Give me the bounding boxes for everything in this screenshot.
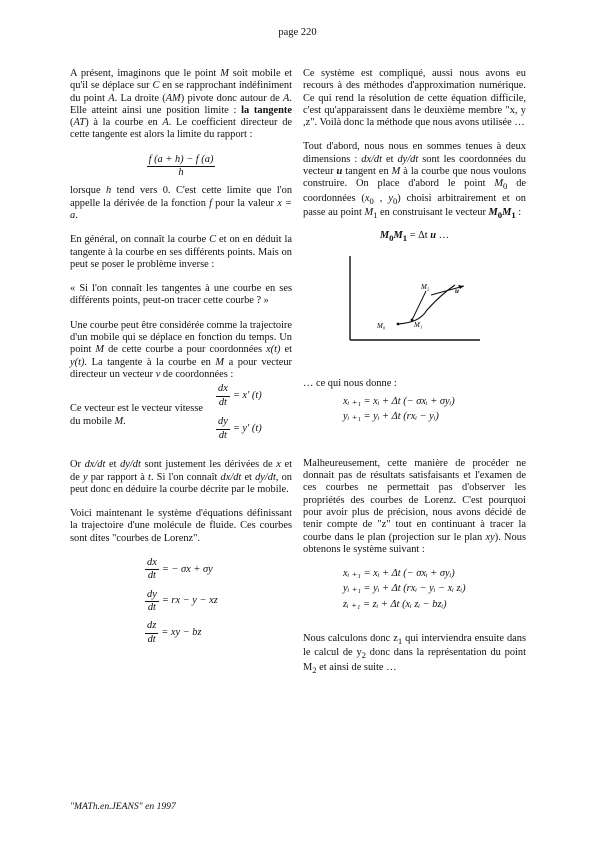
system-2d-x: xᵢ ₊₁ = xᵢ + Δt (− σxᵢ + σyᵢ) bbox=[343, 396, 455, 408]
paragraph-gives: … ce qui nous donne : bbox=[303, 377, 397, 389]
system-3d-z: zᵢ ₊₁ = zᵢ + Δt (xᵢ zᵢ − bzᵢ) bbox=[343, 598, 447, 610]
page-number: page 220 bbox=[278, 27, 317, 38]
lorenz-equation-y: $\frac{dy}{dt}$ = rx − y − xz bbox=[147, 588, 218, 613]
right-column bbox=[303, 68, 526, 688]
page-footer: "MATh.en.JEANS" en 1997 bbox=[70, 801, 176, 812]
dydt-equation: $\frac{dy}{dt}$ = y' (t) bbox=[218, 416, 262, 441]
figure-label-u: u bbox=[455, 286, 459, 295]
figure-label-m0: M₀ bbox=[377, 321, 386, 330]
fraction-numerator: f (a + h) − f (a) bbox=[147, 154, 216, 167]
paragraph-inverse-problem: En général, on connaît la courbe C et on en déduit la tangente à la courbe en ses différents points. Mais on peut se poser le problème inverse : bbox=[70, 234, 293, 270]
paragraph-lorenz-intro: Voici maintenant le système d'équations définissant la trajectoire d'une molécule de fluide. Ces courbes sont dites "courbes de Lorenz". bbox=[70, 508, 292, 544]
dxdt-equation: $\frac{dx}{dt}$ = x' (t) bbox=[218, 383, 262, 408]
paragraph-tangent-limit: A présent, imaginons que le point M soit mobile et qu'il se déplace sur C en se rapprochant indéfiniment du point A. La droite (AM) pivote donc autour de A. Elle atteint ainsi une position limite : la tangente (AT) à la courbe en A. Le coefficient directeur de cette tangente est alors la limite du rapport : bbox=[70, 68, 293, 141]
paragraph-construction: Tout d'abord, nous nous en sommes tenues à deux dimensions : dx/dt et dy/dt sont les coordonnées du vecteur u tangent en M à la courbe que nous voulons construire. On place d'abord le point $M_0$ de coordonnées ($x_0$ , $y_0$) choisi arbitrairement et on passe au point $M_1$ en construisant le vecteur $M_0M_1$ : bbox=[303, 141, 527, 221]
paragraph-conclusion: Nous calculons donc $z_1$ qui interviendra ensuite dans le calcul de $y_2$ donc dans la représentation du point $M_2$ et ainsi de suite … bbox=[303, 633, 527, 675]
paragraph-unsatisfying: Malheureusement, cette manière de procéder ne donnait pas de résultats satisfaisants et l'examen de ces courbes ne permettait pas d'observer les propriétés des courbes de Lorenz. C'est pourquoi pour avoir plus de précision, nous avons décidé de tenir compte de "z" tout en continuant à tracer la courbe dans le plan (projection sur le plan xy). Nous obtenons le système suivant : bbox=[303, 457, 526, 555]
lorenz-equation-x: $\frac{dx}{dt}$ = − σx + σy bbox=[147, 557, 213, 582]
vector-equation: $M_0M_1 = \Delta t$ u … bbox=[379, 229, 450, 243]
left-column bbox=[70, 68, 292, 647]
quote-question: « Si l'on connaît les tangentes à une courbe en ses différents points, peut-on tracer cette courbe ? » bbox=[70, 283, 292, 307]
difference-quotient bbox=[70, 154, 292, 180]
system-3d-x: xᵢ ₊₁ = xᵢ + Δt (− σxᵢ + σyᵢ) bbox=[343, 568, 455, 580]
paragraph-derivative-definition: lorsque h tend vers 0. C'est cette limite que l'on appelle la dérivée de la fonction f pour la valeur x = a. bbox=[70, 185, 293, 221]
velocity-text: Ce vecteur est le vecteur vitesse du mobile M. bbox=[70, 403, 203, 427]
system-2d bbox=[303, 396, 526, 424]
paragraph-trajectory: Une courbe peut être considérée comme la trajectoire d'un mobile qui se déplace en fonction du temps. Un point M de cette courbe a pour coordonnées x(t) et y(t). La tangente à la courbe en M a pour vecteur directeur un vecteur v de coordonnées : bbox=[70, 319, 293, 380]
lorenz-system bbox=[70, 557, 292, 646]
paragraph-derivatives: Or dx/dt et dy/dt sont justement les dérivées de x et de y par rapport à t. Si l'on connaît dx/dt et dy/dt, on peut donc en déduire la courbe décrite par le mobile. bbox=[70, 459, 293, 495]
velocity-vector-block bbox=[70, 383, 292, 449]
figure-point-m0 bbox=[397, 322, 400, 325]
figure-svg bbox=[303, 248, 526, 366]
tangent-construction-figure bbox=[303, 248, 526, 366]
figure-label-m2: M₂ bbox=[421, 282, 430, 291]
system-3d-y: yᵢ ₊₁ = yᵢ + Δt (rxᵢ − yᵢ − xᵢ zᵢ) bbox=[343, 583, 466, 595]
system-3d bbox=[303, 568, 526, 611]
figure-tangent-m1 bbox=[412, 291, 426, 320]
figure-vector-u bbox=[431, 286, 464, 295]
fraction-denominator: h bbox=[178, 167, 184, 179]
paragraph-numerical-method: Ce système est compliqué, aussi nous avons eu recours à des méthodes d'approximation numérique. Ce qui rend la résolution de cette équation difficile, c'est qu'apparaissent dans le deuxième membre "x, y ,z". Voilà donc la méthode que nous avons utilisée … bbox=[303, 68, 526, 129]
figure-label-m1: M₁ bbox=[414, 320, 423, 329]
system-2d-y: yᵢ ₊₁ = yᵢ + Δt (rxᵢ − yᵢ) bbox=[343, 411, 439, 423]
figure-point-m1 bbox=[411, 318, 414, 321]
lorenz-equation-z: $\frac{dz}{dt}$ = xy − bz bbox=[147, 620, 202, 645]
